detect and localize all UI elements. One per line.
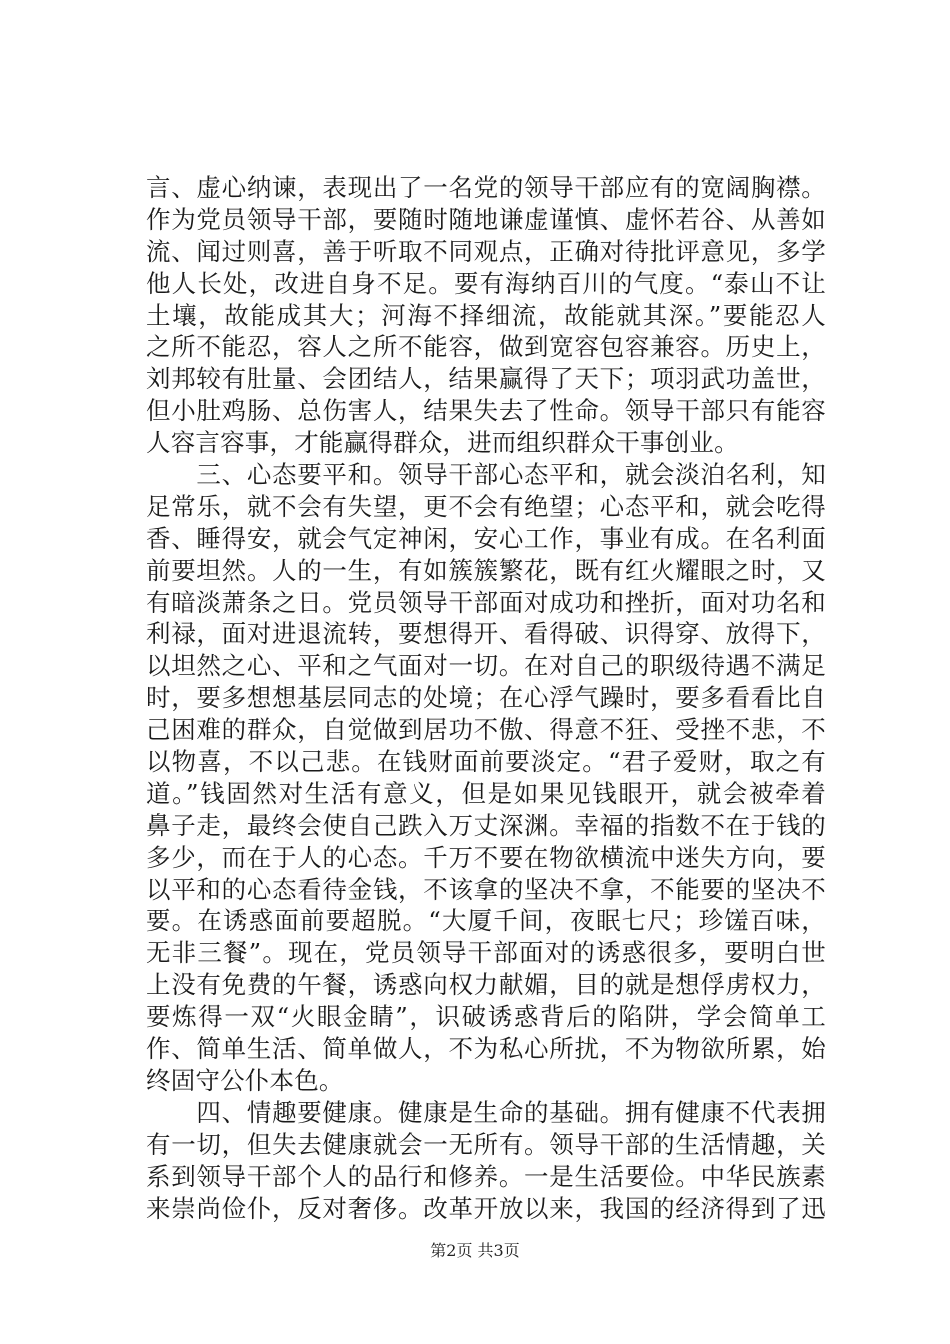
body-line: 足常乐，就不会有失望，更不会有绝望；心态平和，就会吃得 xyxy=(146,491,826,521)
body-line: 己困难的群众，自觉做到居功不傲、得意不狂、受挫不悲，不 xyxy=(146,715,826,745)
body-line: 要。在诱惑面前要超脱。“大厦千间，夜眠七尺；珍馐百味， xyxy=(146,906,826,936)
body-line: 作、简单生活、简单做人，不为私心所扰，不为物欲所累，始 xyxy=(146,1034,826,1064)
body-line: 时，要多想想基层同志的处境；在心浮气躁时，要多看看比自 xyxy=(146,683,826,713)
body-line: 四、情趣要健康。健康是生命的基础。拥有健康不代表拥 xyxy=(146,1097,826,1127)
body-line: 言、虚心纳谏，表现出了一名党的领导干部应有的宽阔胸襟。 xyxy=(146,173,826,202)
body-line: 以坦然之心、平和之气面对一切。在对自己的职级待遇不满足 xyxy=(146,651,826,681)
body-line: 但小肚鸡肠、总伤害人，结果失去了性命。领导干部只有能容 xyxy=(146,396,826,426)
body-line: 刘邦较有肚量、会团结人，结果赢得了天下；项羽武功盖世， xyxy=(146,364,826,394)
body-line: 以平和的心态看待金钱，不该拿的坚决不拿，不能要的坚决不 xyxy=(146,874,826,904)
document-body xyxy=(146,172,826,1224)
body-line: 土壤，故能成其大；河海不择细流，故能就其深。”要能忍人 xyxy=(146,300,826,330)
body-line: 无非三餐”。现在，党员领导干部面对的诱惑很多，要明白世 xyxy=(146,938,826,968)
body-line: 流、闻过则喜，善于听取不同观点，正确对待批评意见，多学 xyxy=(146,236,826,266)
body-line: 之所不能忍，容人之所不能容，做到宽容包容兼容。历史上， xyxy=(146,332,826,362)
body-line: 道。”钱固然对生活有意义，但是如果见钱眼开，就会被牵着 xyxy=(146,778,826,808)
body-line: 香、睡得安，就会气定神闲，安心工作，事业有成。在名利面 xyxy=(146,523,826,553)
page-footer: 第2页 共3页 xyxy=(430,1241,520,1260)
body-line: 终固守公仆本色。 xyxy=(146,1065,344,1095)
body-line: 有一切，但失去健康就会一无所有。领导干部的生活情趣，关 xyxy=(146,1129,826,1159)
body-line: 三、心态要平和。领导干部心态平和，就会淡泊名利，知 xyxy=(146,460,826,490)
body-line: 利禄，面对进退流转，要想得开、看得破、识得穿、放得下， xyxy=(146,619,826,649)
body-line: 前要坦然。人的一生，有如簇簇繁花，既有红火耀眼之时，又 xyxy=(146,555,826,585)
body-line: 上没有免费的午餐，诱惑向权力献媚，目的就是想俘虏权力， xyxy=(146,970,826,1000)
body-line: 人容言容事，才能赢得群众，进而组织群众干事创业。 xyxy=(146,428,739,458)
body-line: 多少，而在于人的心态。千万不要在物欲横流中迷失方向，要 xyxy=(146,842,826,872)
body-line: 他人长处，改进自身不足。要有海纳百川的气度。“泰山不让 xyxy=(146,268,826,298)
body-line: 系到领导干部个人的品行和修养。一是生活要俭。中华民族素 xyxy=(146,1161,826,1191)
body-line: 要炼得一双“火眼金睛”，识破诱惑背后的陷阱，学会简单工 xyxy=(146,1002,826,1032)
body-line: 来崇尚俭仆，反对奢侈。改革开放以来，我国的经济得到了迅 xyxy=(146,1193,826,1223)
body-line: 有暗淡萧条之日。党员领导干部面对成功和挫折，面对功名和 xyxy=(146,587,826,617)
body-line: 鼻子走，最终会使自己跌入万丈深渊。幸福的指数不在于钱的 xyxy=(146,810,826,840)
body-line: 作为党员领导干部，要随时随地谦虚谨慎、虚怀若谷、从善如 xyxy=(146,204,826,234)
body-line: 以物喜，不以己悲。在钱财面前要淡定。“君子爱财，取之有 xyxy=(146,747,826,777)
